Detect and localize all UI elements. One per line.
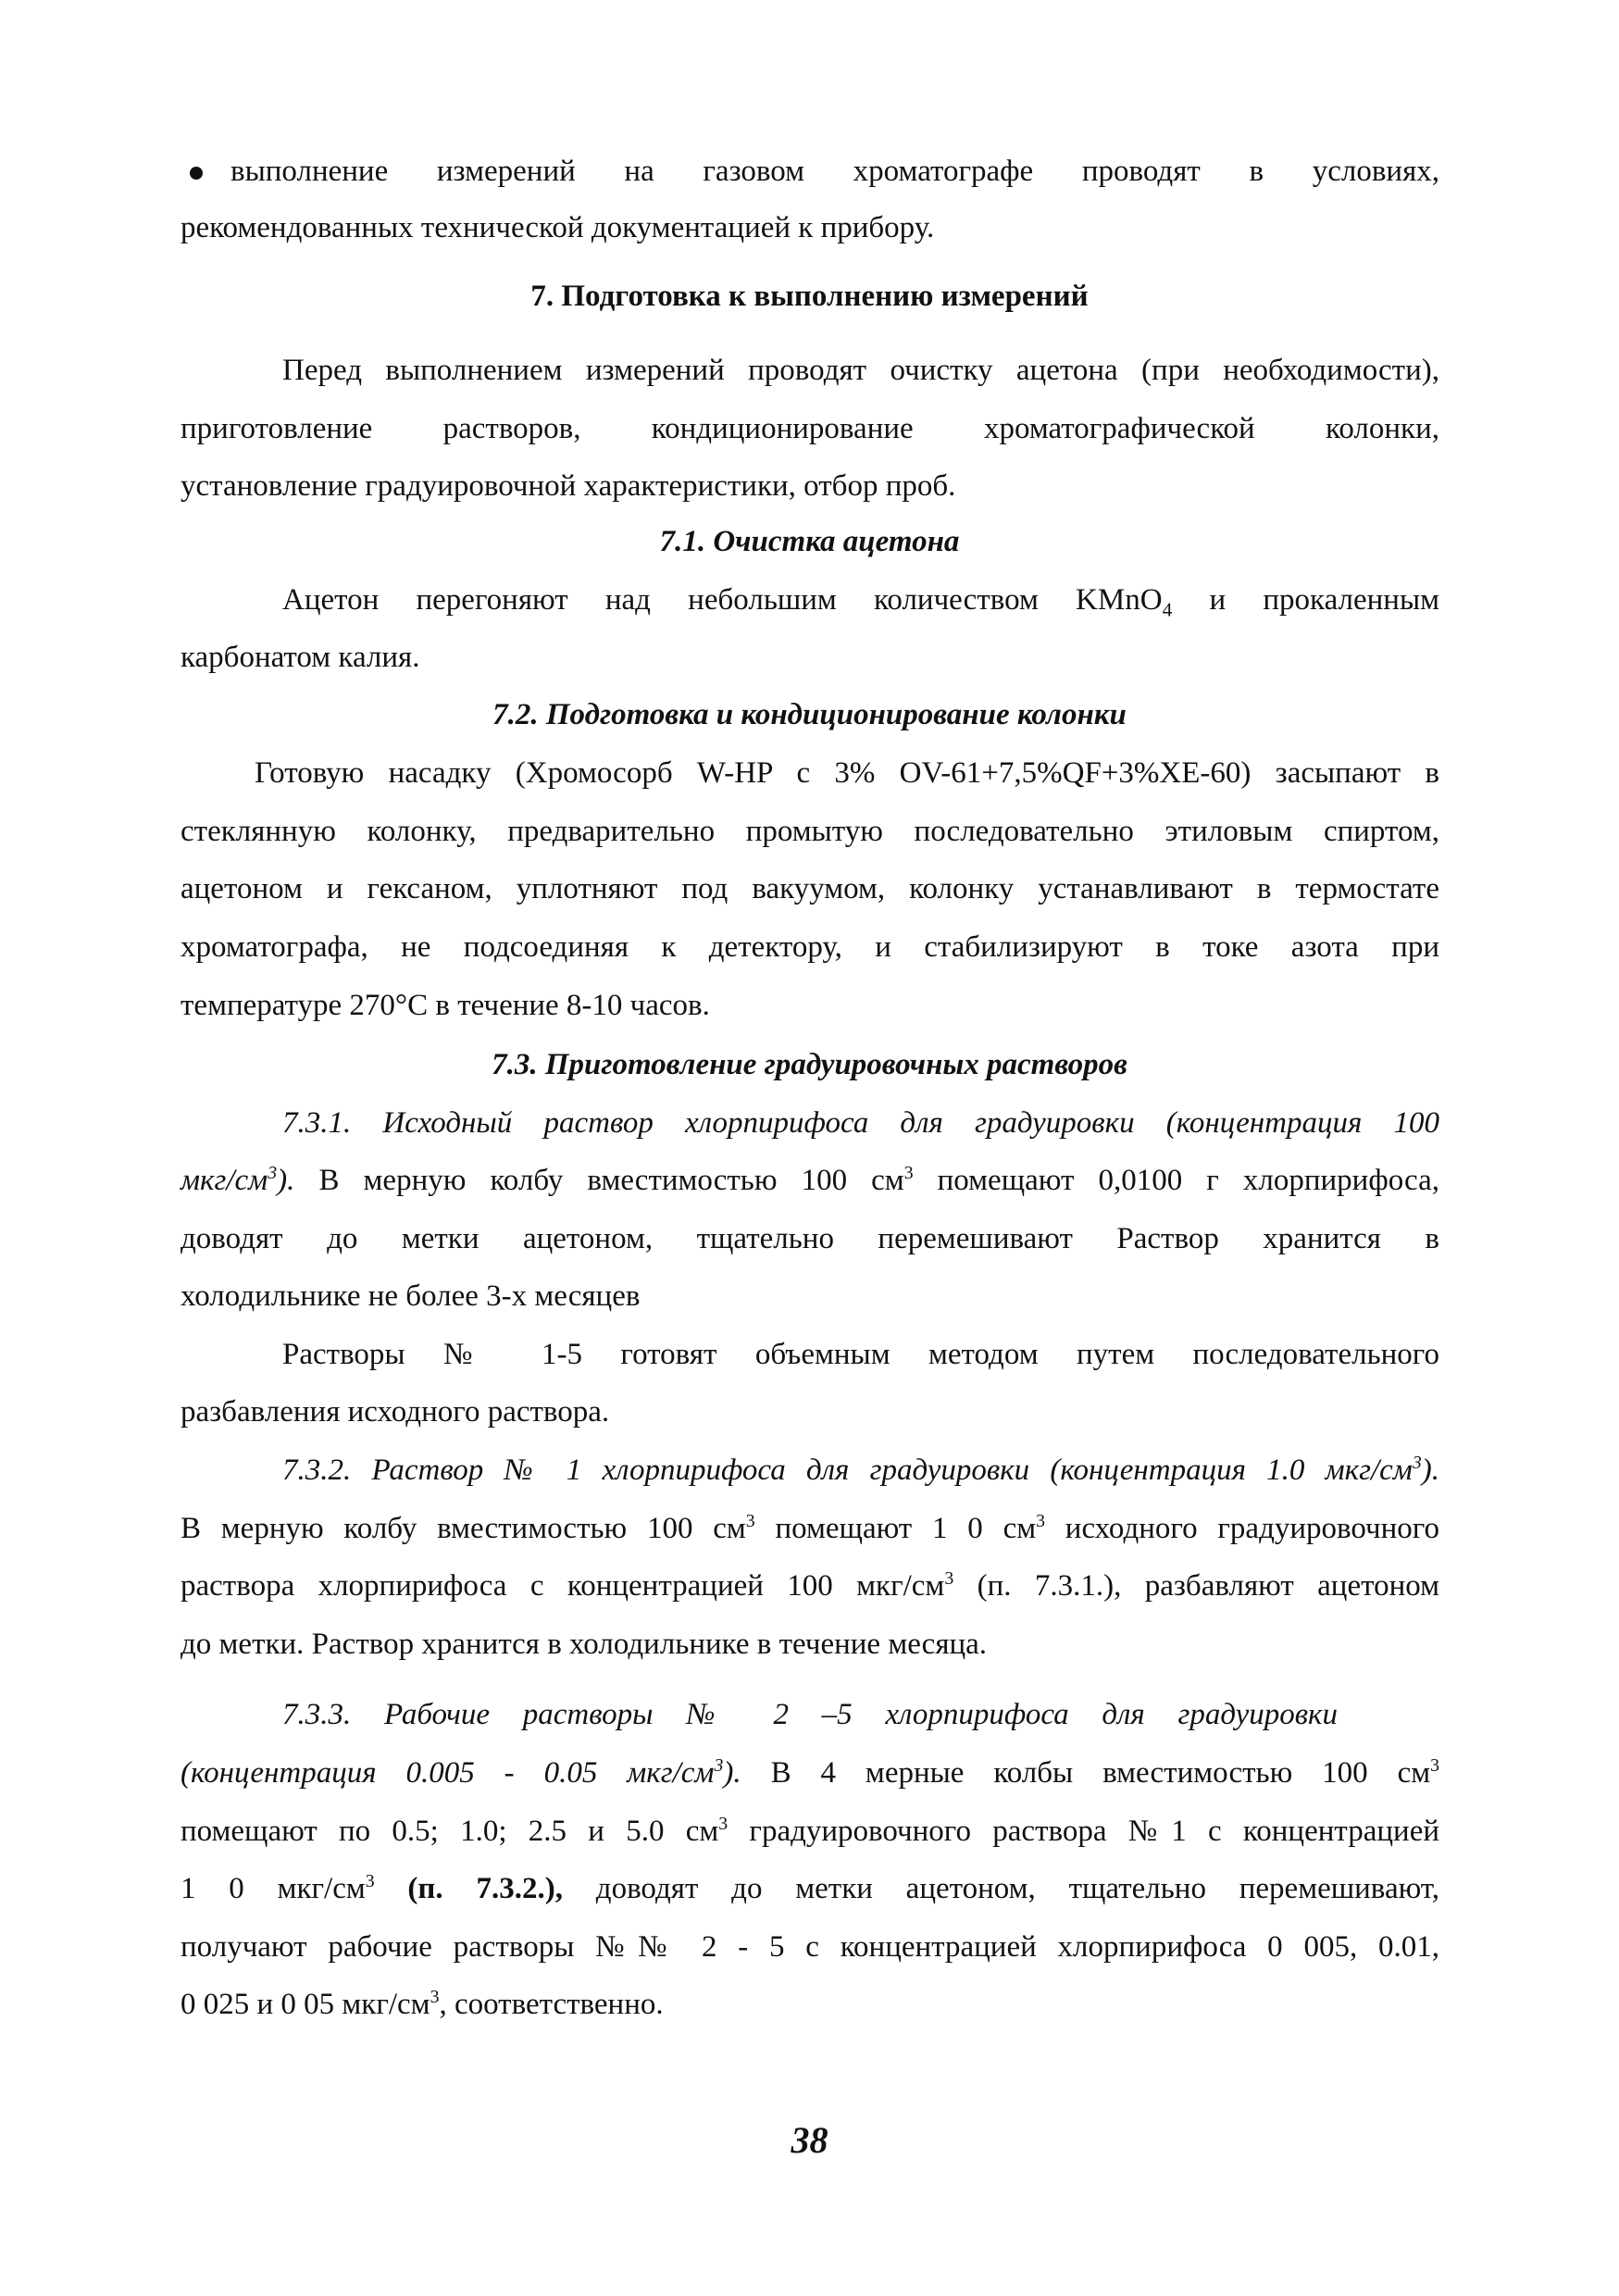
text: В мерную колбу вместимостью 100 см [181,1512,746,1545]
text: ). [1421,1454,1439,1487]
s72-line-4: хроматографа, не подсоединяя к детектору, и стабилизируют в токе азота при [181,930,1439,964]
text: В мерную колбу вместимостью 100 см [294,1164,904,1197]
superscript: 3 [430,1987,440,2007]
text: помещают 1 0 см [754,1512,1037,1545]
text: (п. 7.3.2.), [374,1872,563,1905]
s732-line-1 [282,1452,1439,1489]
s733-line-4 [181,1870,1439,1907]
superscript: 3 [1430,1755,1439,1776]
s73-p2-line-2: разбавления исходного раствора. [181,1395,610,1429]
superscript: 3 [1036,1511,1045,1531]
s72-line-1: Готовую насадку (Хромосорб W-HP с 3% OV-61+7,5%QF+3%XE-60) засыпают в [255,756,1439,790]
section-7-2-title: 7.2. Подготовка и кондиционирование колонки [492,698,1127,731]
text: 7.3.2. Раствор № 1 хлорпирифоса для градуировки (концентрация 1.0 мкг/см [282,1454,1413,1487]
s7-line-3: установление градуировочной характеристики, отбор проб. [181,469,956,503]
superscript: 3 [1412,1453,1422,1473]
s732-line-4: до метки. Раствор хранится в холодильнике в течение месяца. [181,1628,988,1661]
text: 0 025 и 0 05 мкг/см [181,1988,430,2021]
bullet-icon [190,167,203,180]
s733-line-2 [181,1754,1439,1791]
superscript: 3 [944,1568,954,1589]
s71-line-1 [282,581,1439,621]
superscript: 3 [365,1871,375,1891]
subscript: 4 [1162,598,1173,621]
superscript: 3 [745,1511,755,1531]
s732-line-3 [181,1567,1439,1604]
text: градуировочного раствора №1 с концентрацией [728,1815,1439,1848]
s7-line-1: Перед выполнением измерений проводят очистку ацетона (при необходимости), [282,354,1439,387]
text: (концентрация 0.005 - 0.05 мкг/$см^3$). [181,1755,741,1790]
text: и прокаленным [1172,583,1439,617]
s7-line-2: приготовление растворов, кондиционирование хроматографической колонки, [181,412,1439,445]
s72-line-3: ацетоном и гексаном, уплотняют под вакуумом, колонку устанавливают в термостате [181,872,1439,905]
bullet-line-1 [181,153,1439,190]
text: , соответственно. [439,1988,664,2021]
text: 1 0 мкг/см [181,1872,366,1905]
s731-line-4: холодильнике не более 3-х месяцев [181,1279,641,1313]
superscript: 3 [903,1163,914,1183]
superscript: 3 [718,1814,729,1834]
text: (п. 7.3.1.), разбавляют ацетоном [953,1569,1440,1603]
text: В 4 мерные колбы вместимостью 100 см [741,1756,1431,1790]
s731-line-1: 7.3.1. Исходный раствор хлорпирифоса для градуировки (концентрация 100 [282,1106,1439,1140]
text: помещают по 0.5; 1.0; 2.5 и 5.0 см [181,1815,719,1848]
text: помещают 0,0100 г хлорпирифоса, [913,1164,1439,1197]
text: раствора хлорпирифоса с концентрацией 100 мкг/см [181,1569,945,1603]
s72-line-5: температуре 270°C в течение 8-10 часов. [181,989,710,1022]
text: Ацетон перегоняют над небольшим количеством KMnO [282,583,1163,617]
s731-line-3: доводят до метки ацетоном, тщательно перемешивают Раствор хранится в [181,1222,1439,1255]
s73-p2-line-1: Растворы № 1-5 готовят объемным методом путем последовательного [282,1338,1439,1371]
section-7-title: 7. Подготовка к выполнению измерений [530,280,1089,313]
s733-line-6 [181,1986,1439,2023]
s731-line-2 [181,1162,1439,1199]
s733-line-3 [181,1813,1439,1850]
page-number: 38 [791,2119,828,2161]
s71-line-2: карбонатом калия. [181,641,420,674]
s733-line-1: 7.3.3. Рабочие растворы № 2 –5 хлорпирифоса для градуировки [282,1698,1338,1731]
section-7-3-title: 7.3. Приготовление градуировочных растворов [492,1048,1127,1081]
text: исходного градуировочного [1045,1512,1439,1545]
text: доводят до метки ацетоном, тщательно перемешивают, [562,1872,1439,1905]
s72-line-2: стеклянную колонку, предварительно промытую последовательно этиловым спиртом, [181,815,1439,848]
bullet-line-2: рекомендованных технической документацией к прибору. [181,211,935,244]
s733-line-5: получают рабочие растворы №№ 2 - 5 с концентрацией хлорпирифоса 0 005, 0.01, [181,1930,1439,1964]
text: выполнение измерений на газовом хроматографе проводят в условиях, [230,155,1439,188]
section-7-1-title: 7.1. Очистка ацетона [659,525,960,558]
s732-line-2 [181,1510,1439,1547]
text: мкг/$см^3$). [181,1163,295,1197]
